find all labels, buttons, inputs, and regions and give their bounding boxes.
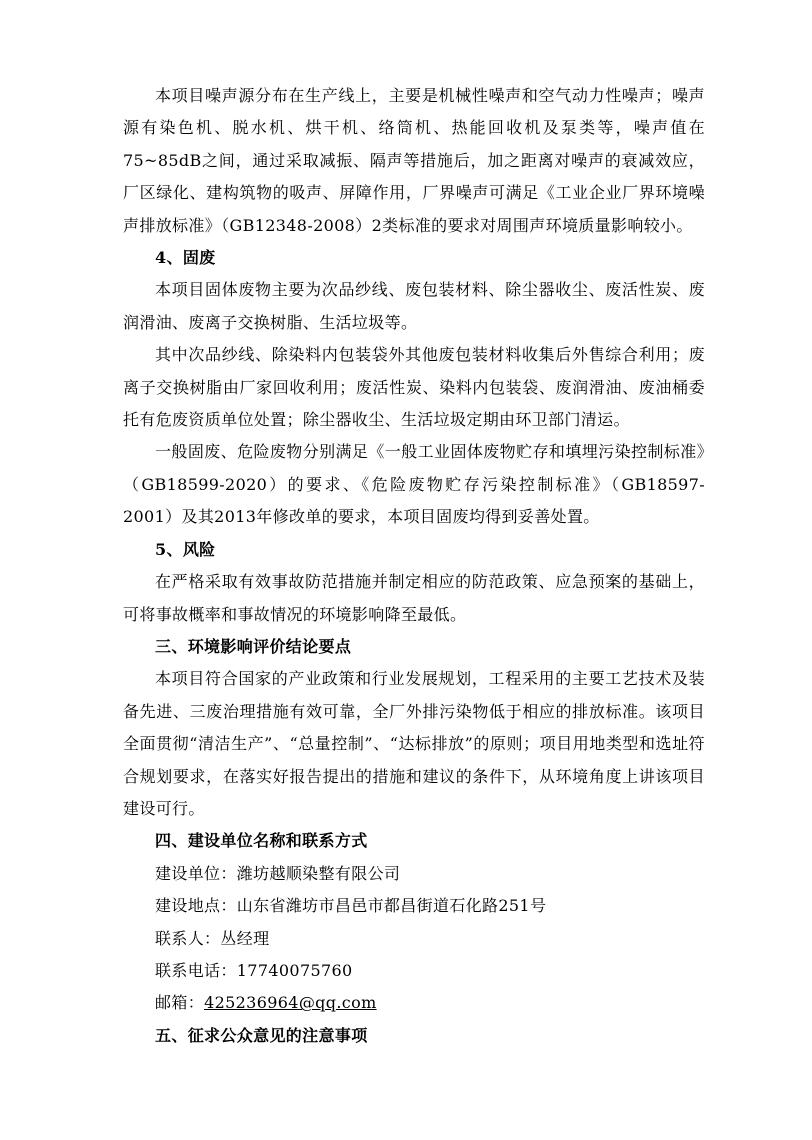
contact-address-line: [123, 890, 705, 922]
solid-waste-paragraph-2: 其中次品纱线、除染料内包装袋外其他废包装材料收集后外售综合利用；废离子交换树脂由厂家回收利用；废活性炭、染料内包装袋、废润滑油、废油桶委托有危废资质单位处置；除尘器收尘、生活垃圾定期由环卫部门清运。: [123, 345, 705, 430]
contact-phone-line: [123, 955, 705, 987]
contact-phone-label: 联系电话：: [155, 960, 237, 980]
risk-paragraph: 在严格采取有效事故防范措施并制定相应的防范政策、应急预案的基础上，可将事故概率和事故情况的环境影响降至最低。: [123, 572, 705, 624]
contact-person-line: [123, 923, 705, 955]
contact-person-value: 丛经理: [220, 928, 270, 948]
conclusion-heading: 三、环境影响评价结论要点: [155, 636, 352, 656]
contact-email-link[interactable]: 425236964@qq.com: [204, 993, 377, 1013]
contact-address-label: 建设地点：: [155, 896, 237, 916]
contact-address-value: 山东省潍坊市昌邑市都昌街道石化路251号: [236, 896, 547, 916]
solid-waste-paragraph-3: 一般固废、危险废物分别满足《一般工业固体废物贮存和填埋污染控制标准》（GB18599-2020）的要求、《危险废物贮存污染控制标准》（GB18597-2001）及其2013年修改单的要求，本项目固废均得到妥善处置。: [123, 442, 705, 527]
contact-person-label: 联系人：: [155, 928, 221, 948]
public-notice-heading: 五、征求公众意见的注意事项: [155, 1025, 368, 1045]
contact-phone-value: 17740075760: [236, 960, 353, 980]
risk-heading: 5、风险: [155, 539, 216, 559]
conclusion-paragraph: 本项目符合国家的产业政策和行业发展规划，工程采用的主要工艺技术及装备先进、三废治理措施有效可靠，全厂外排污染物低于相应的排放标准。该项目全面贯彻“清洁生产”、“总量控制”、“达标排放”的原则；项目用地类型和选址符合规划要求，在落实好报告提出的措施和建议的条件下，从环境角度上讲该项目建设可行。: [123, 669, 705, 818]
solid-waste-paragraph-1: 本项目固体废物主要为次品纱线、废包装材料、除尘器收尘、废活性炭、废润滑油、废离子交换树脂、生活垃圾等。: [123, 280, 705, 332]
contact-unit-line: [123, 858, 705, 890]
contact-email-line: [123, 987, 705, 1019]
contact-unit-label: 建设单位：: [155, 863, 237, 883]
contact-unit-value: 潍坊越顺染整有限公司: [236, 863, 401, 883]
noise-paragraph: 本项目噪声源分布在生产线上，主要是机械性噪声和空气动力性噪声；噪声源有染色机、脱水机、烘干机、络筒机、热能回收机及泵类等，噪声值在75~85dB之间，通过采取减振、隔声等措施后，加之距离对噪声的衰减效应，厂区绿化、建构筑物的吸声、屏障作用，厂界噪声可满足《工业企业厂界环境噪声排放标准》（GB12348-2008）2类标准的要求对周围声环境质量影响较小。: [123, 86, 705, 235]
contact-heading: 四、建设单位名称和联系方式: [155, 831, 368, 851]
contact-email-label: 邮箱：: [155, 993, 205, 1013]
solid-waste-heading: 4、固废: [155, 248, 216, 268]
document-page: [123, 80, 705, 1052]
